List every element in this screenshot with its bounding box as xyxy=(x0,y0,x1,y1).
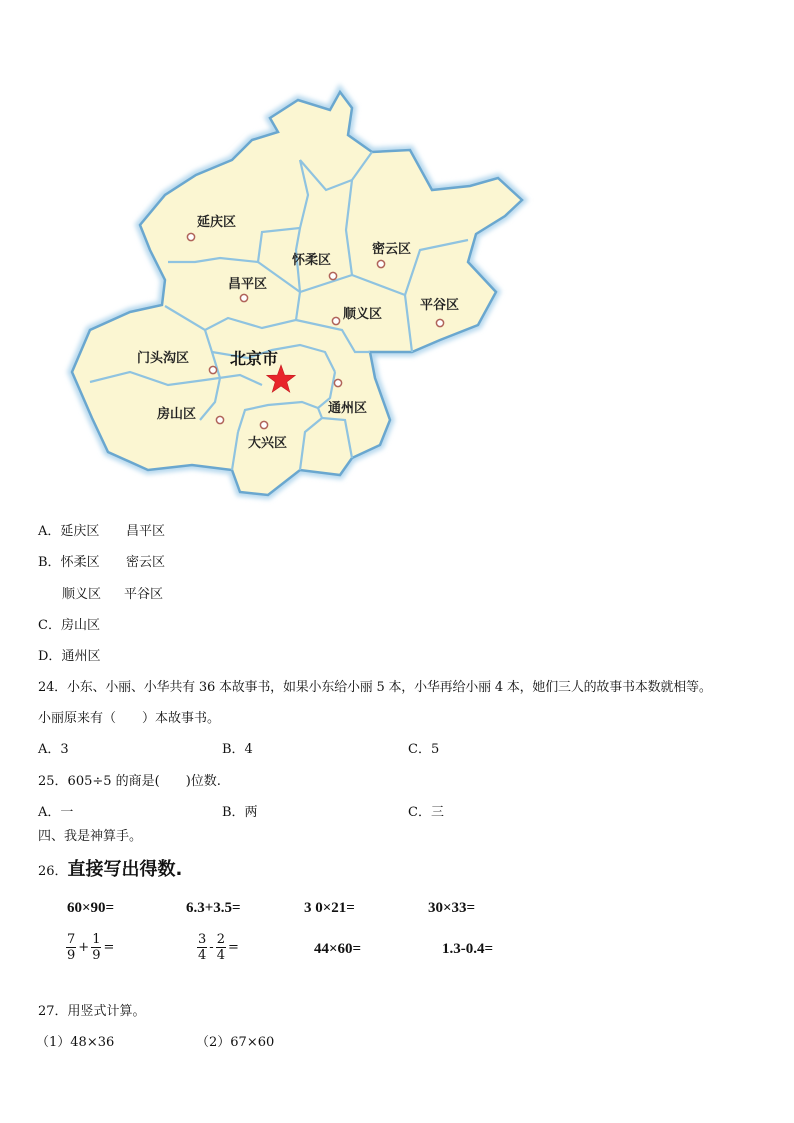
district-label-daxing: 大兴区 xyxy=(248,436,288,451)
calc-item-4: 30×33= xyxy=(428,900,476,916)
q25-question: 25．605÷5 的商是( )位数. xyxy=(38,774,221,789)
section-title: 四、我是神算手。 xyxy=(38,829,143,844)
fraction-expression-2 xyxy=(197,932,241,963)
q23-option-b-item4: 平谷区 xyxy=(124,587,164,602)
fraction: $\frac{1}{9}$ xyxy=(92,932,101,963)
option-text: 怀柔区 xyxy=(60,555,100,570)
q26-title: 直接写出得数. xyxy=(67,859,183,880)
option-text: 通州区 xyxy=(61,649,101,664)
capital-label: 北京市 xyxy=(230,349,279,368)
option-text: 延庆区 xyxy=(60,524,100,539)
q23-option-a-item2: 昌平区 xyxy=(126,524,166,539)
calc-item-6: 1.3-0.4= xyxy=(442,941,494,957)
equals-sign: = xyxy=(103,940,115,955)
district-label-yanqing: 延庆区 xyxy=(197,215,237,230)
fraction: $\frac{3}{4}$ xyxy=(198,932,207,963)
fraction: $\frac{2}{4}$ xyxy=(216,932,225,963)
q24-option-a[interactable]: A．3 xyxy=(38,742,69,757)
q27-question: 27．用竖式计算。 xyxy=(38,1004,146,1019)
district-label-huairou: 怀柔区 xyxy=(292,253,332,268)
option-letter: B． xyxy=(38,555,61,570)
district-label-pinggu: 平谷区 xyxy=(420,298,460,313)
district-label-miyun: 密云区 xyxy=(372,242,412,257)
q27-item-1: （1）48×36 xyxy=(36,1035,115,1050)
calc-item-5: 44×60= xyxy=(314,941,362,957)
operator: - xyxy=(209,940,214,955)
equals-sign: = xyxy=(227,940,239,955)
q25-option-a[interactable]: A．一 xyxy=(38,805,74,820)
q26-number: 26． xyxy=(38,864,68,879)
q27-item-2: （2）67×60 xyxy=(196,1035,275,1050)
calc-item-3: 3 0×21= xyxy=(304,900,355,916)
option-text: 房山区 xyxy=(60,618,100,633)
option-letter: C． xyxy=(38,618,61,633)
operator: + xyxy=(78,940,90,955)
calc-item-2: 6.3+3.5= xyxy=(186,900,241,916)
beijing-district-map xyxy=(60,80,540,505)
fraction: $\frac{7}{9}$ xyxy=(67,932,76,963)
q23-option-b-item2: 密云区 xyxy=(126,555,166,570)
district-label-mentougou: 门头沟区 xyxy=(137,351,190,366)
calc-item-1: 60×90= xyxy=(67,900,115,916)
q26-heading xyxy=(38,855,182,881)
q23-option-a[interactable] xyxy=(38,520,99,539)
q23-option-b-item3: 顺义区 xyxy=(62,587,102,602)
q23-option-c[interactable] xyxy=(38,614,100,633)
fraction-expression-1 xyxy=(66,932,116,963)
q25-option-c[interactable]: C．三 xyxy=(408,805,444,820)
q24-option-c[interactable]: C．5 xyxy=(408,742,440,757)
q23-option-b[interactable] xyxy=(38,551,100,570)
district-label-changping: 昌平区 xyxy=(228,277,268,292)
q23-option-d[interactable] xyxy=(38,645,100,664)
option-letter: A． xyxy=(38,524,61,539)
map-land xyxy=(72,92,522,495)
district-label-fangshan: 房山区 xyxy=(157,407,197,422)
q24-question: 24．小东、小丽、小华共有 36 本故事书，如果小东给小丽 5 本，小华再给小丽 4 本，她们三人的故事书本数就相等。 xyxy=(38,680,712,695)
q24-question-line2: 小丽原来有（ ）本故事书。 xyxy=(38,711,221,726)
q24-option-b[interactable]: B．4 xyxy=(222,742,253,757)
district-label-tongzhou: 通州区 xyxy=(328,401,368,416)
option-letter: D． xyxy=(38,649,62,664)
district-label-shunyi: 顺义区 xyxy=(343,307,383,322)
q25-option-b[interactable]: B．两 xyxy=(222,805,258,820)
